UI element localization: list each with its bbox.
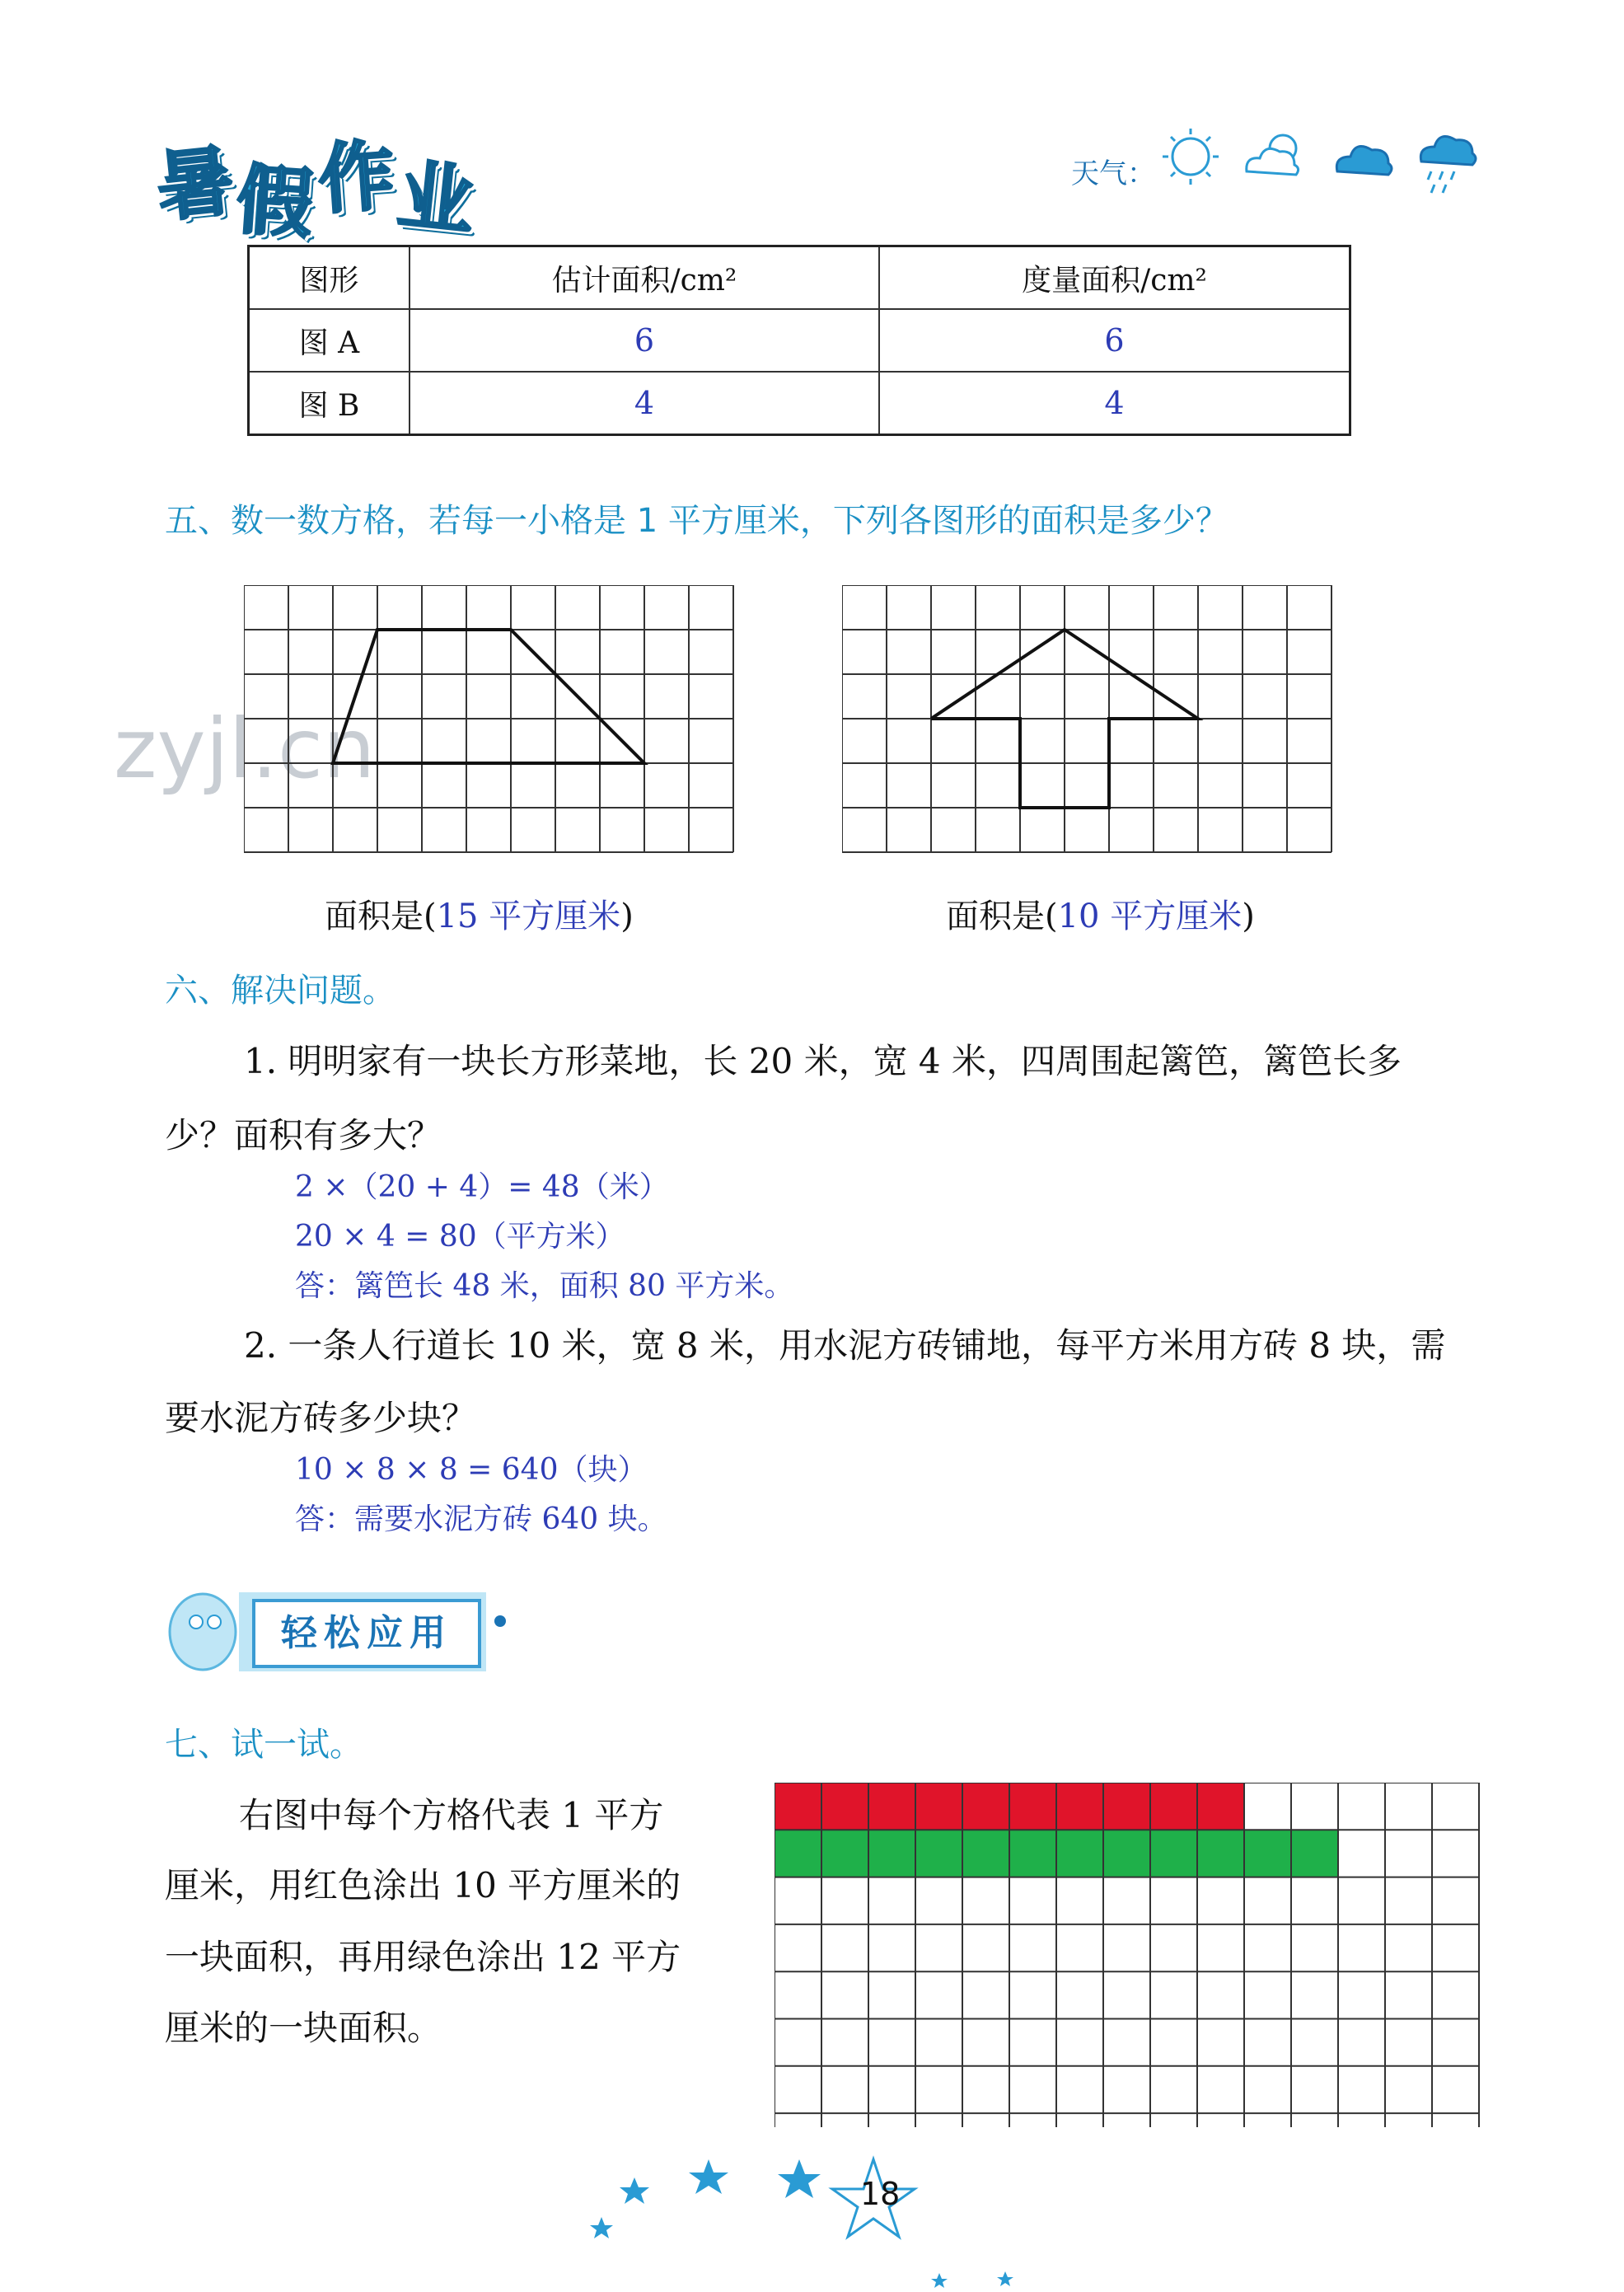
green-square [1197,1830,1244,1877]
arrow-grid-figure [842,585,1332,853]
red-square [1150,1783,1197,1830]
q2-answer-2: 答：需要水泥方砖 640 块。 [295,1502,667,1536]
q2-answer-1: 10 × 8 × 8 = 640（块） [295,1453,648,1487]
red-square [868,1783,915,1830]
table-answer-cell: 6 [879,309,1350,372]
star-icon [590,2217,613,2238]
q1-answer-2: 20 × 4 = 80（平方米） [295,1220,625,1254]
cloud-icon [1336,147,1392,176]
table-answer-cell: 4 [410,372,879,435]
trapezoid-shape [333,630,644,763]
table-row [249,372,1350,435]
s7-line4: 厘米的一块面积。 [165,2008,442,2048]
fig1-answer: 15 平方厘米 [436,898,621,935]
table-answer-cell: 4 [879,372,1350,435]
green-square [1103,1830,1150,1877]
table-header-cell: 度量面积/cm² [879,246,1350,310]
mascot-icon [163,1581,246,1680]
q1-answer-1: 2 ×（20 + 4）= 48（米） [295,1170,669,1204]
star-icon [778,2159,821,2198]
q2-line1: 2. 一条人行道长 10 米，宽 8 米，用水泥方砖铺地，每平方米用方砖 8 块，需 [244,1325,1446,1366]
brand-char: 假 [233,155,321,250]
caption-prefix: 面积是( [325,898,437,935]
green-square [1056,1830,1103,1877]
area-table [247,245,1351,436]
coloring-grid-figure [775,1783,1483,2127]
green-square [821,1830,868,1877]
red-square [915,1783,962,1830]
q2-line2: 要水泥方砖多少块？ [165,1398,477,1438]
caption-suffix: ) [620,898,634,935]
table-row [249,309,1350,372]
table-cell: 图 B [249,372,410,435]
caption-suffix: ) [1242,898,1255,935]
table-header-cell: 图形 [249,246,410,310]
weather-label: 天气： [1071,157,1155,190]
brand-char: 业 [393,151,484,247]
star-icon [997,2271,1013,2286]
green-square [915,1830,962,1877]
green-square [962,1830,1009,1877]
sun-icon [1163,129,1219,185]
watermark: zyjl.cn [114,701,376,797]
star-icon [620,2177,649,2204]
apply-banner: 轻松应用 [252,1599,481,1668]
q1-answer-3: 答：篱笆长 48 米，面积 80 平方米。 [295,1269,794,1303]
fig2-answer: 10 平方厘米 [1057,898,1243,935]
green-square [775,1830,821,1877]
green-square [1244,1830,1291,1877]
red-square [1056,1783,1103,1830]
q1-line2: 少？面积有多大？ [165,1115,442,1155]
star-icon [931,2273,948,2288]
s7-line1: 右图中每个方格代表 1 平方 [239,1795,664,1835]
bullet-dot [494,1615,506,1627]
brand-char: 作 [315,130,403,225]
s7-line3: 一块面积，再用绿色涂出 12 平方 [165,1937,681,1977]
green-square [868,1830,915,1877]
table-header-cell: 估计面积/cm² [410,246,879,310]
green-square [1009,1830,1056,1877]
green-square [1291,1830,1338,1877]
red-square [1103,1783,1150,1830]
table-header-row [249,246,1350,310]
s7-line2: 厘米，用红色涂出 10 平方厘米的 [165,1865,681,1905]
red-square [1009,1783,1056,1830]
red-square [962,1783,1009,1830]
red-square [1197,1783,1244,1830]
section7-title: 七、试一试。 [165,1726,363,1764]
book-title-logo [152,124,484,250]
red-square [821,1783,868,1830]
green-square [1150,1830,1197,1877]
partly-cloudy-icon [1247,135,1299,175]
brand-char: 暑 [152,136,243,232]
table-answer-cell: 6 [410,309,879,372]
q1-line1: 1. 明明家有一块长方形菜地，长 20 米，宽 4 米，四周围起篱笆，篱笆长多 [244,1041,1402,1081]
fig2-caption [946,890,1255,937]
section6-title: 六、解决问题。 [165,972,395,1010]
trapezoid-grid-figure [244,585,734,853]
weather-icons [1158,120,1487,210]
star-icon [689,2159,728,2194]
red-square [775,1783,821,1830]
fig1-caption [325,890,634,937]
table-cell: 图 A [249,309,410,372]
caption-prefix: 面积是( [946,898,1058,935]
rain-icon [1420,137,1476,194]
page-number: 18 [860,2176,901,2212]
section5-title: 五、数一数方格，若每一小格是 1 平方厘米，下列各图形的面积是多少？ [165,502,1229,540]
